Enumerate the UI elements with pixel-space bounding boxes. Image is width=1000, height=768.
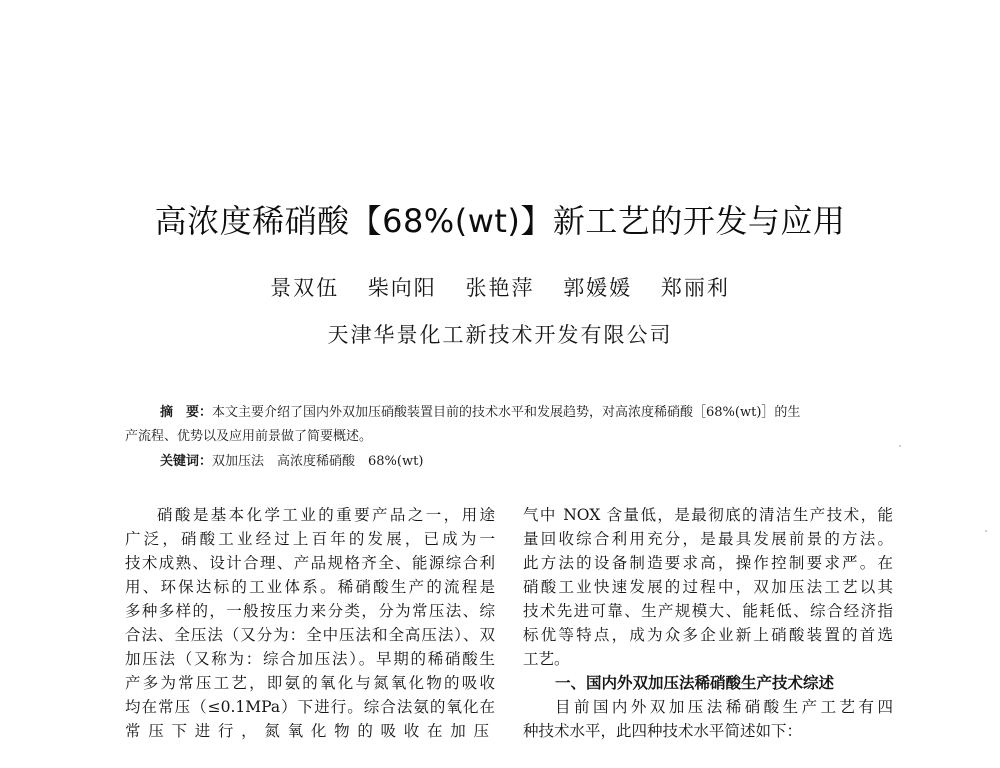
- body-column-left: [125, 503, 495, 743]
- body-line: 多种多样的，一般按压力来分类，分为常压法、综: [125, 602, 495, 620]
- body-column-right: [523, 503, 893, 743]
- author-name: 柴向阳: [367, 276, 437, 300]
- author-name: 景双伍: [270, 276, 340, 300]
- body-line: 硝酸是基本化学工业的重要产品之一，用途: [157, 506, 495, 524]
- body-line: 用、环保达标的工业体系。稀硝酸生产的流程是: [125, 578, 495, 596]
- body-line: 技术先进可靠、生产规模大、能耗低、综合经济指: [523, 602, 893, 620]
- author-name: 郭媛媛: [563, 276, 633, 300]
- body-line: 目前国内外双加压法稀硝酸生产工艺有四: [555, 698, 893, 716]
- body-line: 均在常压（≤0.1MPa）下进行。综合法氨的氧化在: [125, 698, 495, 716]
- body-line: 合法、全压法（又分为：全中压法和全高压法）、双: [125, 626, 495, 644]
- abstract-label: 摘 要：: [160, 405, 213, 420]
- body-line: 标优等特点，成为众多企业新上硝酸装置的首选: [523, 626, 893, 644]
- scan-speck: [985, 530, 987, 532]
- body-line: 产多为常压工艺，即氨的氧化与氮氧化物的吸收: [125, 674, 495, 692]
- keywords-text: 双加压法 高浓度稀硝酸 68%(wt): [212, 454, 424, 469]
- scan-speck: [899, 445, 901, 447]
- body-line: 加压法（又称为：综合加压法）。早期的稀硝酸生: [125, 650, 495, 668]
- paper-title: 高浓度稀硝酸【68%(wt)】新工艺的开发与应用: [154, 202, 846, 240]
- body-line: 技术成熟、设计合理、产品规格齐全、能源综合利: [125, 554, 495, 572]
- body-line: 此方法的设备制造要求高，操作控制要求严。在: [523, 554, 893, 572]
- body-line: 硝酸工业快速发展的过程中，双加压法工艺以其: [523, 578, 893, 596]
- author-name: 张艳萍: [465, 276, 535, 300]
- abstract-line: [125, 425, 372, 444]
- body-line: 广泛，硝酸工业经过上百年的发展，已成为一: [125, 530, 495, 548]
- body-line: 气中 NOX 含量低，是最彻底的清洁生产技术，能: [523, 506, 893, 524]
- author-list: [0, 272, 1000, 302]
- keywords-line: [160, 450, 423, 469]
- abstract-text: 产流程、优势以及应用前景做了简要概述。: [125, 429, 373, 444]
- abstract-text: 本文主要介绍了国内外双加压硝酸装置目前的技术水平和发展趋势，对高浓度稀硝酸［68%(wt)］的生: [212, 405, 801, 420]
- body-line: 工艺。: [523, 650, 570, 668]
- abstract-line: [160, 401, 800, 420]
- body-line: 量回收综合利用充分，是最具发展前景的方法。: [523, 530, 893, 548]
- author-name: 郑丽利: [660, 276, 730, 300]
- section-heading: 一、国内外双加压法稀硝酸生产技术综述: [555, 673, 835, 692]
- affiliation: 天津华景化工新技术开发有限公司: [327, 323, 673, 347]
- body-line: 常压下进行，氮氧化物的吸收在加压: [125, 722, 495, 740]
- keywords-label: 关键词：: [160, 454, 213, 469]
- body-line: 种技术水平，此四种技术水平简述如下：: [523, 722, 803, 740]
